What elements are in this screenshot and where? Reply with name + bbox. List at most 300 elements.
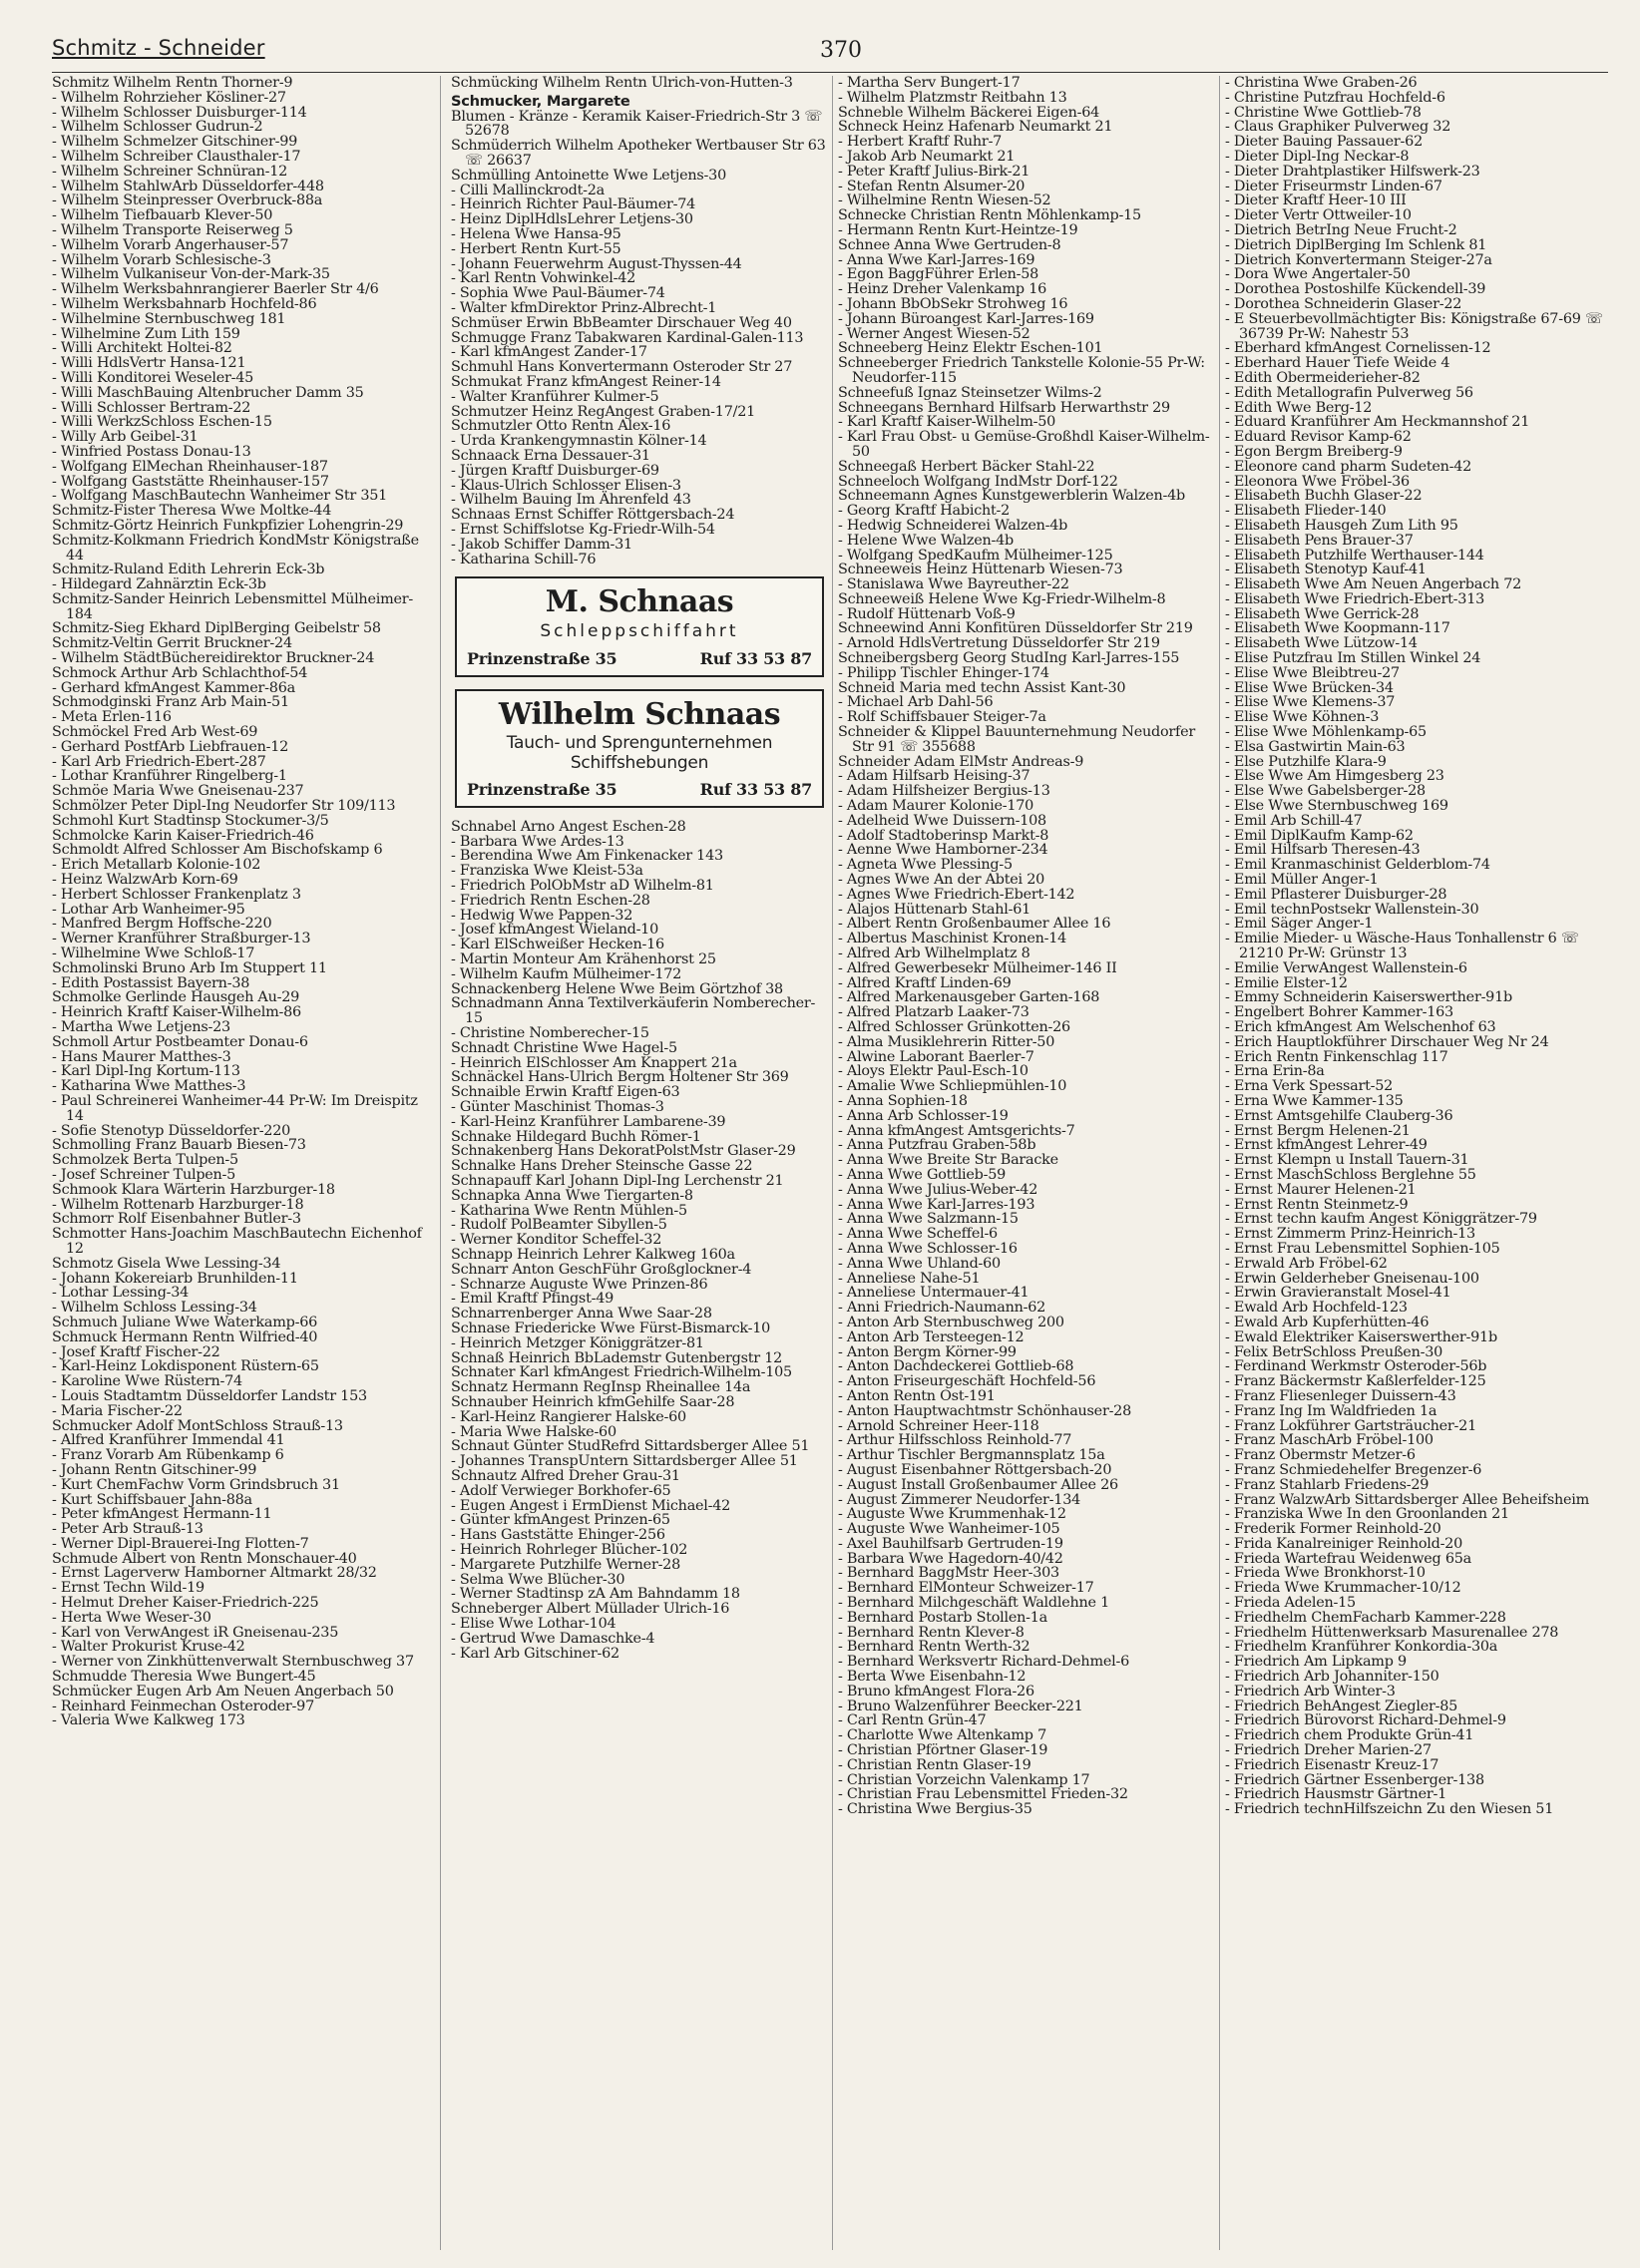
directory-entry: Schnabel Arno Angest Eschen-28 xyxy=(451,818,686,835)
directory-entry: Schnarrenberger Anna Wwe Saar-28 xyxy=(451,1306,712,1323)
directory-entry: Schmitz-Fister Theresa Wwe Moltke-44 xyxy=(52,503,332,520)
directory-entry: Schmücker Eugen Arb Am Neuen Angerbach 50 xyxy=(52,1683,394,1700)
directory-entry: Schneefuß Ignaz Steinsetzer Wilms-2 xyxy=(838,384,1102,401)
ad-business-line: Schleppschiffahrt xyxy=(540,621,739,642)
column-divider xyxy=(832,76,833,2250)
directory-entry: - Elisabeth Wwe Gerrick-28 xyxy=(1225,605,1420,622)
directory-entry: - Günter kfmAngest Prinzen-65 xyxy=(451,1512,670,1529)
directory-entry: - Wilhelm StahlwArb Düsseldorfer-448 xyxy=(52,178,324,194)
directory-entry: - Anna Sophien-18 xyxy=(838,1092,968,1109)
directory-entry: - Elisabeth Wwe Koopmann-117 xyxy=(1225,620,1450,637)
directory-entry: - Emilie Elster-12 xyxy=(1225,974,1348,991)
directory-entry: Schnaut Günter StudRefrd Sittardsberger Allee 51 xyxy=(451,1438,810,1455)
directory-entry: - Engelbert Bohrer Kammer-163 xyxy=(1225,1004,1453,1021)
directory-entry: - Edith Wwe Berg-12 xyxy=(1225,399,1373,416)
directory-entry: - Else Wwe Sternbuschweg 169 xyxy=(1225,798,1448,815)
directory-entry: - Aloys Elektr Paul-Esch-10 xyxy=(838,1063,1028,1080)
directory-entry: Schneegaß Herbert Bäcker Stahl-22 xyxy=(838,458,1095,475)
directory-entry: - Werner Konditor Scheffel-32 xyxy=(451,1232,662,1249)
directory-entry: Schmitz-Sander Heinrich Lebensmittel Mülheimer-184 xyxy=(52,590,413,622)
directory-entry: - Bernhard BaggMstr Heer-303 xyxy=(838,1565,1059,1582)
directory-entry: - Adam Hilfsarb Heising-37 xyxy=(838,768,1030,785)
directory-entry: - Johann Büroangest Karl-Jarres-169 xyxy=(838,310,1094,327)
directory-entry: - Martha Wwe Letjens-23 xyxy=(52,1019,230,1035)
directory-entry: - Willy Arb Geibel-31 xyxy=(52,429,199,446)
ad-footer xyxy=(467,780,812,800)
directory-entry: - Urda Krankengymnastin Kölner-14 xyxy=(451,433,707,450)
directory-entry: - Ernst Klempn u Install Tauern-31 xyxy=(1225,1152,1469,1169)
directory-entry: - Meta Erlen-116 xyxy=(52,709,172,726)
directory-entry: - Hedwig Wwe Pappen-32 xyxy=(451,907,633,924)
directory-entry: - Emil Müller Anger-1 xyxy=(1225,872,1379,889)
directory-entry: - Ernst Zimmerm Prinz-Heinrich-13 xyxy=(1225,1226,1475,1243)
directory-entry: - Christine Nomberecher-15 xyxy=(451,1025,649,1042)
directory-entry: - Wolfgang Gaststätte Rheinhauser-157 xyxy=(52,473,329,490)
directory-entry: - Franz Schmiedehelfer Bregenzer-6 xyxy=(1225,1461,1482,1478)
directory-entry: - Anna Wwe Julius-Weber-42 xyxy=(838,1181,1038,1198)
directory-entry: Schmutzer Heinz RegAngest Graben-17/21 xyxy=(451,403,756,420)
directory-entry: - Karoline Wwe Rüstern-74 xyxy=(52,1373,242,1390)
directory-entry: - Anna Wwe Uhland-60 xyxy=(838,1255,1001,1272)
directory-entry: Schnase Friedericke Wwe Fürst-Bismarck-10 xyxy=(451,1320,771,1336)
directory-entry: - Jürgen Kraftf Duisburger-69 xyxy=(451,462,659,479)
directory-entry: - Winfried Postass Donau-13 xyxy=(52,443,251,460)
directory-entry: - Willi Architekt Holtei-82 xyxy=(52,340,232,357)
directory-entry: - Franz WalzwArb Sittardsberger Allee Beheifsheim xyxy=(1225,1491,1590,1508)
directory-entry: - Arnold HdlsVertretung Düsseldorfer Str 219 xyxy=(838,635,1160,652)
directory-entry: - Erna Erin-8a xyxy=(1225,1063,1325,1080)
directory-entry: - Bernhard Postarb Stollen-1a xyxy=(838,1609,1048,1626)
directory-entry: - Reinhard Feinmechan Osteroder-97 xyxy=(52,1698,314,1714)
directory-entry: - Franz Vorarb Am Rübenkamp 6 xyxy=(52,1447,284,1464)
directory-entry: Schnakenberg Hans DekoratPolstMstr Glaser-29 xyxy=(451,1143,796,1160)
directory-entry: - Friedrich Gärtner Essenberger-138 xyxy=(1225,1771,1484,1788)
directory-entry: - Edith Postassist Bayern-38 xyxy=(52,974,250,991)
directory-entry: Schmorr Rolf Eisenbahner Butler-3 xyxy=(52,1211,301,1228)
directory-entry: - Erna Wwe Kammer-135 xyxy=(1225,1092,1404,1109)
directory-entry: Schnecke Christian Rentn Möhlenkamp-15 xyxy=(838,207,1141,224)
directory-entry: Schnee Anna Wwe Gertruden-8 xyxy=(838,236,1061,253)
ad-company-name: Wilhelm Schnaas xyxy=(498,697,781,733)
directory-entry: Schmoll Artur Postbeamter Donau-6 xyxy=(52,1033,308,1050)
directory-entry: - Johann Feuerwehrm August-Thyssen-44 xyxy=(451,255,742,272)
directory-entry: - Wilhelm Rohrzieher Kösliner-27 xyxy=(52,89,286,106)
directory-entry: Schnapka Anna Wwe Tiergarten-8 xyxy=(451,1187,693,1204)
directory-entry: - Alfred Schlosser Grünkotten-26 xyxy=(838,1019,1070,1035)
directory-entry: - Wilhelm Kaufm Mülheimer-172 xyxy=(451,965,682,982)
directory-entry: - Amalie Wwe Schliepmühlen-10 xyxy=(838,1078,1067,1095)
directory-entry: Schmitz-Veltin Gerrit Bruckner-24 xyxy=(52,635,292,652)
directory-entry: - Anna kfmAngest Amtsgerichts-7 xyxy=(838,1122,1075,1139)
header-rule xyxy=(52,72,1608,73)
directory-entry: - Maria Wwe Halske-60 xyxy=(451,1423,616,1440)
directory-entry: - Friedrich technHilfszeichn Zu den Wiesen 51 xyxy=(1225,1801,1554,1818)
directory-entry: Schnaß Heinrich BbLademstr Gutenbergstr 12 xyxy=(451,1349,783,1366)
directory-entry: Schneberger Albert Müllader Ulrich-16 xyxy=(451,1601,730,1618)
directory-entry: - Arnold Schreiner Heer-118 xyxy=(838,1417,1039,1434)
directory-entry: - Ernst Bergm Helenen-21 xyxy=(1225,1122,1411,1139)
directory-entry: - Herta Wwe Weser-30 xyxy=(52,1609,211,1626)
directory-entry: - Anna Arb Schlosser-19 xyxy=(838,1107,1009,1124)
directory-entry: - Alfred Gewerbesekr Mülheimer-146 II xyxy=(838,959,1117,976)
directory-entry: - Frieda Adelen-15 xyxy=(1225,1595,1356,1612)
directory-entry: - Martha Serv Bungert-17 xyxy=(838,76,1021,91)
directory-entry: - Wilhelm Schloss Lessing-34 xyxy=(52,1300,257,1317)
directory-entry: - E Steuerbevollmächtigter Bis: Königstraße 67-69 ☏ 36739 Pr-W: Nahestr 53 xyxy=(1225,310,1603,342)
column-2 xyxy=(451,76,828,2260)
directory-entry: - Erwin Gelderheber Gneisenau-100 xyxy=(1225,1270,1479,1287)
ad-business-line: Tauch- und Sprengunternehmen Schiffshebungen xyxy=(506,733,773,774)
directory-entry: - Wilhelmine Zum Lith 159 xyxy=(52,325,240,342)
directory-entry: - Franz Bäckermstr Kaßlerfelder-125 xyxy=(1225,1373,1486,1390)
directory-entry: Schmuch Juliane Wwe Waterkamp-66 xyxy=(52,1314,318,1330)
directory-entry: - Dorothea Postoshilfe Kückendell-39 xyxy=(1225,281,1486,298)
directory-entry: - Wilhelm Rottenarb Harzburger-18 xyxy=(52,1196,304,1213)
directory-entry: - Heinz WalzwArb Korn-69 xyxy=(52,872,238,889)
directory-entry: - Christian Frau Lebensmittel Frieden-32 xyxy=(838,1786,1128,1803)
directory-entry: - Friedrich Bürovorst Richard-Dehmel-9 xyxy=(1225,1712,1506,1729)
directory-entry: - Hans Maurer Matthes-3 xyxy=(52,1048,231,1065)
directory-entry: Schmücking Wilhelm Rentn Ulrich-von-Hutten-3 xyxy=(451,76,793,91)
directory-entry: - Bernhard Milchgeschäft Waldlehne 1 xyxy=(838,1595,1109,1612)
directory-entry: - Emilie VerwAngest Wallenstein-6 xyxy=(1225,959,1467,976)
directory-entry: - Karl von VerwAngest iR Gneisenau-235 xyxy=(52,1624,339,1641)
directory-entry: - Elisabeth Wwe Friedrich-Ebert-313 xyxy=(1225,590,1485,607)
directory-entry: Schneeweis Heinz Hüttenarb Wiesen-73 xyxy=(838,562,1123,578)
directory-entry: Schneegans Bernhard Hilfsarb Herwarthstr 29 xyxy=(838,399,1170,416)
directory-entry: - Anneliese Nahe-51 xyxy=(838,1270,981,1287)
directory-entry: - Erna Verk Spessart-52 xyxy=(1225,1078,1394,1095)
directory-entry: - Wilhelm Schreiber Clausthaler-17 xyxy=(52,148,301,165)
directory-entry: - Peter Kraftf Julius-Birk-21 xyxy=(838,163,1030,180)
directory-entry: - Josef Kraftf Fischer-22 xyxy=(52,1343,220,1360)
directory-entry: - Heinrich Rohrleger Blücher-102 xyxy=(451,1541,688,1558)
directory-entry: - Eduard Revisor Kamp-62 xyxy=(1225,429,1412,446)
directory-entry: - Christine Putzfrau Hochfeld-6 xyxy=(1225,89,1445,106)
directory-entry: - Wilhelm Vorarb Schlesische-3 xyxy=(52,251,271,268)
directory-entry: - Elisabeth Stenotyp Kauf-41 xyxy=(1225,562,1427,578)
directory-entry: Blumen - Kränze - Keramik Kaiser-Friedrich-Str 3 ☏ 52678 xyxy=(451,108,823,140)
directory-entry: - Eberhard kfmAngest Cornelissen-12 xyxy=(1225,340,1491,357)
directory-entry: - Anton Arb Tersteegen-12 xyxy=(838,1328,1025,1345)
directory-entry: Schnautz Alfred Dreher Grau-31 xyxy=(451,1467,680,1484)
directory-entry: - Adam Maurer Kolonie-170 xyxy=(838,798,1034,815)
directory-entry: - Anna Wwe Scheffel-6 xyxy=(838,1226,998,1243)
running-head: Schmitz - Schneider xyxy=(52,36,265,60)
directory-entry: - Hedwig Schneiderei Walzen-4b xyxy=(838,517,1068,534)
directory-entry: - Lothar Lessing-34 xyxy=(52,1285,190,1302)
directory-entry: - Franz Fliesenleger Duissern-43 xyxy=(1225,1387,1456,1404)
directory-entry: - Elise Wwe Köhnen-3 xyxy=(1225,709,1380,726)
directory-entry: Schnadt Christine Wwe Hagel-5 xyxy=(451,1039,677,1056)
directory-entry: - Werner Angest Wiesen-52 xyxy=(838,325,1030,342)
directory-entry: - Erich Rentn Finkenschlag 117 xyxy=(1225,1048,1448,1065)
directory-entry: - Josef Schreiner Tulpen-5 xyxy=(52,1166,236,1183)
directory-entry: - Lothar Arb Wanheimer-95 xyxy=(52,901,245,918)
directory-entry: - Ernst Frau Lebensmittel Sophien-105 xyxy=(1225,1240,1500,1257)
directory-entry: - Dieter Dipl-Ing Neckar-8 xyxy=(1225,148,1410,165)
directory-entry: - Karl-Heinz Kranführer Lambarene-39 xyxy=(451,1113,726,1130)
directory-entry: - Erich kfmAngest Am Welschenhof 63 xyxy=(1225,1019,1496,1035)
directory-entry: - Anton Hauptwachtmstr Schönhauser-28 xyxy=(838,1402,1131,1419)
directory-entry: - Franz Stahlarb Friedens-29 xyxy=(1225,1476,1430,1493)
directory-entry: Schmüderrich Wilhelm Apotheker Wertbauser Str 63 ☏ 26637 xyxy=(451,138,826,169)
directory-entry: - Alwine Laborant Baerler-7 xyxy=(838,1048,1034,1065)
directory-entry: - Ewald Arb Hochfeld-123 xyxy=(1225,1300,1408,1317)
directory-entry: - Werner Kranführer Straßburger-13 xyxy=(52,931,311,947)
directory-entry: Schnaack Erna Dessauer-31 xyxy=(451,447,650,464)
directory-entry: - Edith Metallografin Pulverweg 56 xyxy=(1225,384,1473,401)
directory-entry: Schmölzer Peter Dipl-Ing Neudorfer Str 109/113 xyxy=(52,798,396,815)
directory-entry: Schneibergsberg Georg StudIng Karl-Jarres-155 xyxy=(838,650,1180,667)
directory-entry: Schneeloch Wolfgang IndMstr Dorf-122 xyxy=(838,473,1118,490)
directory-entry: - Frederik Former Reinhold-20 xyxy=(1225,1521,1441,1538)
directory-entry: - Friedrich Rentn Eschen-28 xyxy=(451,892,650,909)
directory-entry: - Bernhard Rentn Klever-8 xyxy=(838,1624,1025,1641)
directory-entry: - Emil DiplKaufm Kamp-62 xyxy=(1225,827,1414,844)
directory-entry: - Friedrich BehAngest Ziegler-85 xyxy=(1225,1698,1458,1714)
directory-entry: Schmolcke Karin Kaiser-Friedrich-46 xyxy=(52,827,314,844)
directory-entry: - Eleonore cand pharm Sudeten-42 xyxy=(1225,458,1472,475)
directory-entry: - Wolfgang MaschBautechn Wanheimer Str 351 xyxy=(52,488,388,505)
directory-entry: Schmolke Gerlinde Hausgeh Au-29 xyxy=(52,989,300,1006)
directory-entry: - Anneliese Untermauer-41 xyxy=(838,1285,1029,1302)
directory-entry: - Gertrud Wwe Damaschke-4 xyxy=(451,1630,655,1647)
directory-entry: - Alfred Platzarb Laaker-73 xyxy=(838,1004,1029,1021)
directory-entry: - Wilhelmine Sternbuschweg 181 xyxy=(52,310,286,327)
directory-entry: - Elise Wwe Brücken-34 xyxy=(1225,679,1394,696)
directory-entry: - Frieda Wartefrau Weidenweg 65a xyxy=(1225,1550,1471,1567)
directory-entry: - Barbara Wwe Ardes-13 xyxy=(451,833,624,850)
directory-entry: - Johann BbObSekr Strohweg 16 xyxy=(838,295,1068,312)
directory-entry: - Friedrich PolObMstr aD Wilhelm-81 xyxy=(451,878,714,895)
directory-entry: - Anna Wwe Salzmann-15 xyxy=(838,1211,1019,1228)
directory-entry: - Adolf Stadtoberinsp Markt-8 xyxy=(838,827,1049,844)
directory-entry: - Katharina Wwe Matthes-3 xyxy=(52,1078,246,1095)
directory-entry: - Karl Arb Friedrich-Ebert-287 xyxy=(52,753,266,770)
directory-entry: - Franz Ing Im Waldfrieden 1a xyxy=(1225,1402,1437,1419)
directory-entry: - Werner von Zinkhüttenverwalt Sternbuschweg 37 xyxy=(52,1654,414,1671)
directory-entry: - Heinz DiplHdlsLehrer Letjens-30 xyxy=(451,211,693,228)
directory-entry: - Agneta Wwe Plessing-5 xyxy=(838,857,1013,874)
directory-entry: - Herbert Schlosser Frankenplatz 3 xyxy=(52,886,301,903)
directory-entry: - Anna Wwe Breite Str Baracke xyxy=(838,1152,1058,1169)
directory-entry: - Jakob Arb Neumarkt 21 xyxy=(838,148,1016,165)
directory-entry: Schnatz Hermann RegInsp Rheinallee 14a xyxy=(451,1379,751,1396)
directory-entry: - Anni Friedrich-Naumann-62 xyxy=(838,1300,1046,1317)
directory-entry: - Albertus Maschinist Kronen-14 xyxy=(838,931,1067,947)
directory-entry: Schnapauff Karl Johann Dipl-Ing Lerchenstr 21 xyxy=(451,1173,784,1190)
directory-entry: - Karl-Heinz Rangierer Halske-60 xyxy=(451,1408,686,1425)
directory-entry: - Gerhard kfmAngest Kammer-86a xyxy=(52,679,295,696)
directory-entry: - Willi HdlsVertr Hansa-121 xyxy=(52,355,246,372)
directory-entry: - Louis Stadtamtm Düsseldorfer Landstr 153 xyxy=(52,1387,367,1404)
directory-entry: Schmotter Hans-Joachim MaschBautechn Eichenhof 12 xyxy=(52,1226,422,1257)
directory-entry: - Anna Wwe Karl-Jarres-169 xyxy=(838,251,1035,268)
directory-entry: - Erwin Gravieranstalt Mosel-41 xyxy=(1225,1285,1451,1302)
column-divider xyxy=(440,76,441,2250)
directory-entry: - Wilhelm Vulkaniseur Von-der-Mark-35 xyxy=(52,266,330,283)
directory-entry: - Maria Fischer-22 xyxy=(52,1402,183,1419)
directory-entry: - Friedrich Dreher Marien-27 xyxy=(1225,1742,1432,1759)
directory-entry: Schneider Adam ElMstr Andreas-9 xyxy=(838,753,1084,770)
directory-entry: - Eduard Kranführer Am Heckmannshof 21 xyxy=(1225,414,1530,431)
directory-entry: - Barbara Wwe Hagedorn-40/42 xyxy=(838,1550,1063,1567)
directory-entry: - Karl Frau Obst- u Gemüse-Großhdl Kaiser-Wilhelm-50 xyxy=(838,429,1210,460)
directory-entry: - Eugen Angest i ErmDienst Michael-42 xyxy=(451,1497,731,1514)
directory-entry: - Berendina Wwe Am Finkenacker 143 xyxy=(451,848,723,865)
directory-entry: - Anna Wwe Schlosser-16 xyxy=(838,1240,1018,1257)
directory-entry: - Willi MaschBauing Altenbrucher Damm 35 xyxy=(52,384,364,401)
directory-entry: - Emmy Schneiderin Kaiserswerther-91b xyxy=(1225,989,1512,1006)
directory-entry: Schneeweiß Helene Wwe Kg-Friedr-Wilhelm-8 xyxy=(838,590,1166,607)
directory-entry: Schnaible Erwin Kraftf Eigen-63 xyxy=(451,1084,680,1101)
directory-entry: - Johann Rentn Gitschiner-99 xyxy=(52,1461,257,1478)
directory-entry: - Adelheid Wwe Duissern-108 xyxy=(838,812,1046,829)
ad-address: Prinzenstraße 35 xyxy=(467,649,617,669)
directory-entry: - Ernst Rentn Steinmetz-9 xyxy=(1225,1196,1409,1213)
directory-entry: Schmock Arthur Arb Schlachthof-54 xyxy=(52,664,308,681)
directory-entry: - Elisabeth Hausgeh Zum Lith 95 xyxy=(1225,517,1458,534)
column-4 xyxy=(1225,76,1608,2260)
directory-entry: - Wilhelm Schmelzer Gitschiner-99 xyxy=(52,134,298,151)
directory-entry: Schneid Maria med techn Assist Kant-30 xyxy=(838,679,1126,696)
ad-phone: Ruf 33 53 87 xyxy=(699,649,812,669)
directory-entry: - Elisabeth Wwe Lützow-14 xyxy=(1225,635,1418,652)
directory-entry: Schmucker, Margarete xyxy=(451,92,630,110)
directory-entry: - Friedrich Am Lipkamp 9 xyxy=(1225,1654,1407,1671)
directory-entry: - Erich Metallarb Kolonie-102 xyxy=(52,857,261,874)
directory-entry: - Egon Bergm Breiberg-9 xyxy=(1225,443,1403,460)
directory-entry: - Wilhelm StädtBüchereidirektor Bruckner-24 xyxy=(52,650,375,667)
directory-entry: - Dietrich DiplBerging Im Schlenk 81 xyxy=(1225,236,1487,253)
directory-entry: - Alfred Kraftf Linden-69 xyxy=(838,974,1012,991)
directory-entry: Schmitz-Ruland Edith Lehrerin Eck-3b xyxy=(52,562,325,578)
directory-entry: - Friedhelm ChemFacharb Kammer-228 xyxy=(1225,1609,1506,1626)
directory-entry: - Karl Dipl-Ing Kortum-113 xyxy=(52,1063,240,1080)
directory-entry: - Adolf Verwieger Borkhofer-65 xyxy=(451,1482,671,1499)
directory-entry: - Wilhelm Bauing Im Ährenfeld 43 xyxy=(451,492,691,509)
directory-entry: Schmodginski Franz Arb Main-51 xyxy=(52,694,289,711)
directory-entry: - Else Wwe Am Himgesberg 23 xyxy=(1225,768,1444,785)
directory-entry: - Werner Dipl-Brauerei-Ing Flotten-7 xyxy=(52,1535,309,1552)
directory-entry: - Emil Kranmaschinist Gelderblom-74 xyxy=(1225,857,1490,874)
directory-entry: - August Install Großenbaumer Allee 26 xyxy=(838,1476,1118,1493)
directory-entry: - Georg Kraftf Habicht-2 xyxy=(838,503,1011,520)
directory-entry: - Ernst kfmAngest Lehrer-49 xyxy=(1225,1137,1428,1154)
directory-entry: - Alfred Kranführer Immendal 41 xyxy=(52,1432,285,1449)
directory-entry: - Paul Schreinerei Wanheimer-44 Pr-W: Im Dreispitz 14 xyxy=(52,1092,418,1124)
directory-entry: - Emil Arb Schill-47 xyxy=(1225,812,1363,829)
directory-entry: - Elise Wwe Möhlenkamp-65 xyxy=(1225,724,1427,741)
directory-entry: - Franziska Wwe Kleist-53a xyxy=(451,863,643,880)
directory-entry: - Karl-Heinz Lokdisponent Rüstern-65 xyxy=(52,1358,319,1375)
directory-entry: - Margarete Putzhilfe Werner-28 xyxy=(451,1556,680,1573)
directory-entry: - Emil Kraftf Pfingst-49 xyxy=(451,1291,615,1308)
directory-entry: Schnake Hildegard Buchh Römer-1 xyxy=(451,1128,701,1145)
directory-entry: Schmitz-Kolkmann Friedrich KondMstr Königstraße 44 xyxy=(52,532,419,564)
directory-entry: - Anton Rentn Ost-191 xyxy=(838,1387,996,1404)
directory-entry: Schmook Klara Wärterin Harzburger-18 xyxy=(52,1181,335,1198)
directory-entry: - Elisabeth Buchh Glaser-22 xyxy=(1225,488,1423,505)
directory-entry: - Wilhelmine Rentn Wiesen-52 xyxy=(838,192,1051,209)
directory-entry: - Christina Wwe Graben-26 xyxy=(1225,76,1418,91)
page-number: 370 xyxy=(820,38,862,63)
directory-entry: - Rolf Schiffsbauer Steiger-7a xyxy=(838,709,1046,726)
directory-entry: - Christian Rentn Glaser-19 xyxy=(838,1756,1031,1773)
directory-entry: Schnapp Heinrich Lehrer Kalkweg 160a xyxy=(451,1247,735,1263)
directory-entry: Schnackenberg Helene Wwe Beim Görtzhof 38 xyxy=(451,980,783,997)
directory-entry: - Dora Wwe Angertaler-50 xyxy=(1225,266,1411,283)
directory-entry: - Dieter Vertr Ottweiler-10 xyxy=(1225,207,1412,224)
directory-entry: Schmutzler Otto Rentn Alex-16 xyxy=(451,418,671,435)
directory-entry: - August Zimmerer Neudorfer-134 xyxy=(838,1491,1081,1508)
directory-entry: - Martin Monteur Am Krähenhorst 25 xyxy=(451,951,716,968)
directory-entry: - Elsa Gastwirtin Main-63 xyxy=(1225,738,1406,755)
directory-entry: Schmitz-Görtz Heinrich Funkpfizier Lohengrin-29 xyxy=(52,517,404,534)
ad-address: Prinzenstraße 35 xyxy=(467,780,617,800)
directory-entry: - Stefan Rentn Alsumer-20 xyxy=(838,178,1025,194)
directory-entry: - August Eisenbahner Röttgersbach-20 xyxy=(838,1461,1112,1478)
directory-entry: - Erich Hauptlokführer Dirschauer Weg Nr 24 xyxy=(1225,1033,1549,1050)
directory-entry: - Adam Hilfsheizer Bergius-13 xyxy=(838,783,1050,800)
directory-entry: - Philipp Tischler Ehinger-174 xyxy=(838,664,1049,681)
directory-entry: - Elise Wwe Klemens-37 xyxy=(1225,694,1396,711)
ad-phone: Ruf 33 53 87 xyxy=(699,780,812,800)
directory-entry: - Dieter Kraftf Heer-10 III xyxy=(1225,192,1407,209)
directory-entry: - Wilhelm Schlosser Gudrun-2 xyxy=(52,119,263,136)
directory-entry: Schmolinski Bruno Arb Im Stuppert 11 xyxy=(52,959,327,976)
directory-entry: Schneemann Agnes Kunstgewerblerin Walzen-4b xyxy=(838,488,1185,505)
directory-entry: - Elise Putzfrau Im Stillen Winkel 24 xyxy=(1225,650,1481,667)
directory-entry: - Friedhelm Kranführer Konkordia-30a xyxy=(1225,1639,1498,1656)
directory-entry: Schmotz Gisela Wwe Lessing-34 xyxy=(52,1255,281,1272)
directory-entry: - Johannes TranspUntern Sittardsberger Allee 51 xyxy=(451,1453,798,1470)
directory-entry: - Christine Wwe Gottlieb-78 xyxy=(1225,104,1422,121)
directory-entry: - Emil technPostsekr Wallenstein-30 xyxy=(1225,901,1479,918)
directory-entry: - Anton Bergm Körner-99 xyxy=(838,1343,1017,1360)
directory-entry: - Alfred Markenausgeber Garten-168 xyxy=(838,989,1100,1006)
directory-entry: Schmohl Kurt Stadtinsp Stockumer-3/5 xyxy=(52,812,329,829)
column-3 xyxy=(838,76,1215,2260)
directory-entry: - Selma Wwe Blücher-30 xyxy=(451,1571,625,1588)
directory-entry: - Wilhelm Werksbahnarb Hochfeld-86 xyxy=(52,295,317,312)
directory-entry: - Karl Kraftf Kaiser-Wilhelm-50 xyxy=(838,414,1056,431)
directory-entry: - Wilhelmine Wwe Schloß-17 xyxy=(52,945,255,962)
directory-entry: - Franz Lokführer Gartsträucher-21 xyxy=(1225,1417,1476,1434)
directory-entry: - Wilhelm Steinpresser Overbruck-88a xyxy=(52,192,323,209)
directory-entry: - Eberhard Hauer Tiefe Weide 4 xyxy=(1225,355,1450,372)
column-1 xyxy=(52,76,429,2260)
directory-entry: - Günter Maschinist Thomas-3 xyxy=(451,1099,664,1116)
directory-entry: - Willi Schlosser Bertram-22 xyxy=(52,399,251,416)
directory-entry: - Heinrich Kraftf Kaiser-Wilhelm-86 xyxy=(52,1004,301,1021)
directory-entry: - Charlotte Wwe Altenkamp 7 xyxy=(838,1727,1046,1744)
directory-entry: - Friedrich Arb Johanniter-150 xyxy=(1225,1669,1439,1686)
directory-entry: - Bernhard Rentn Werth-32 xyxy=(838,1639,1030,1656)
directory-entry: Schneeberger Friedrich Tankstelle Kolonie-55 Pr-W: Neudorfer-115 xyxy=(838,355,1205,386)
directory-entry: - Wilhelm Schlosser Duisburger-114 xyxy=(52,104,307,121)
directory-entry: - Willi WerkzSchloss Eschen-15 xyxy=(52,414,272,431)
directory-entry: Schmuck Hermann Rentn Wilfried-40 xyxy=(52,1328,318,1345)
directory-entry: Schnalke Hans Dreher Steinsche Gasse 22 xyxy=(451,1158,753,1175)
directory-entry: - Walter Kranführer Kulmer-5 xyxy=(451,388,659,405)
directory-entry: - Aenne Wwe Hamborner-234 xyxy=(838,842,1048,859)
directory-entry: - Elisabeth Flieder-140 xyxy=(1225,503,1387,520)
directory-entry: - Carl Rentn Grün-47 xyxy=(838,1712,987,1729)
directory-entry: - Auguste Wwe Krummenhak-12 xyxy=(838,1506,1066,1523)
directory-entry: - Hildegard Zahnärztin Eck-3b xyxy=(52,576,266,593)
